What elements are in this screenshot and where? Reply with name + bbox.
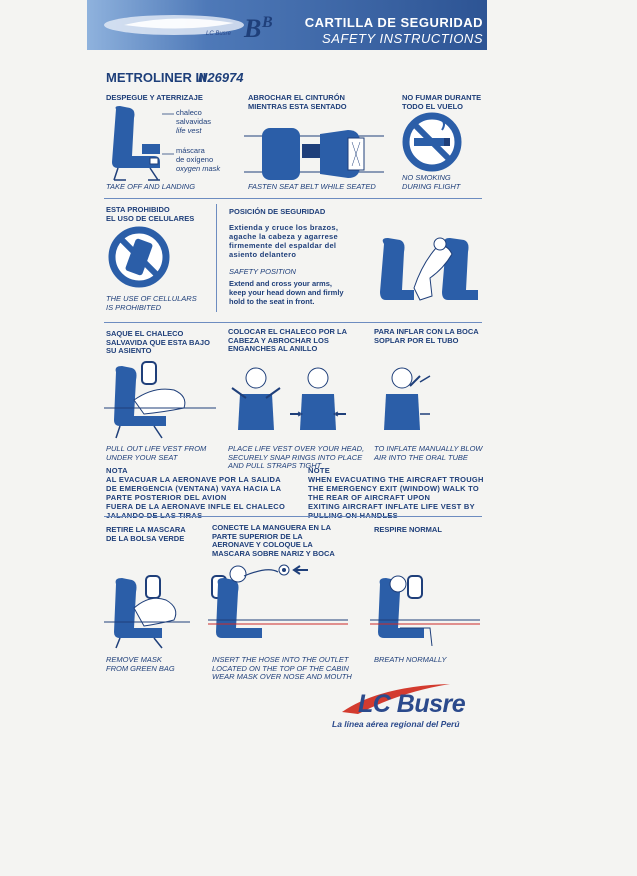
nosmoking-title-1: NO FUMAR DURANTE (402, 93, 482, 102)
inflate-vest-icon (372, 364, 442, 440)
cellular-title-1: ESTA PROHIBIDO (106, 205, 170, 214)
mask-connect-title-3: AERONAVE Y COLOQUE LA (212, 540, 313, 549)
mask-remove-caption-1: REMOVE MASK (106, 655, 162, 664)
note-text-2: THE EMERGENCY EXIT (WINDOW) WALK TO (308, 484, 480, 493)
mask-label-es-1: máscara (176, 146, 205, 155)
no-smoking-icon (402, 112, 462, 172)
nosmoking-title-2: TODO EL VUELO (402, 101, 463, 111)
no-cellphone-icon (108, 226, 170, 288)
position-body-en-1: Extend and cross your arms, (229, 279, 332, 288)
position-body-en-2: keep your head down and firmly (229, 288, 344, 297)
note-label: NOTE (308, 466, 331, 475)
nota-label: NOTA (106, 466, 128, 475)
vest-pull-caption-2: UNDER YOUR SEAT (106, 452, 178, 462)
nosmoking-caption-1: NO SMOKING (402, 173, 451, 182)
position-body-es-1: Extienda y cruce los brazos, (229, 223, 339, 232)
svg-text:LC Busre: LC Busre (206, 31, 232, 37)
vest-pull-caption-1: PULL OUT LIFE VEST FROM (106, 444, 207, 453)
label-pointer-lines (162, 110, 178, 170)
seatbelt-icon (244, 122, 384, 184)
pull-vest-icon (104, 360, 216, 440)
aircraft-model: METROLINER III (106, 70, 207, 85)
breathe-icon (370, 572, 480, 652)
nota-text-1: AL EVACUAR LA AERONAVE POR LA SALIDA (106, 475, 281, 484)
vest-inflate-title-2: SOPLAR POR EL TUBO (374, 335, 459, 345)
svg-text:B: B (244, 14, 262, 43)
vest-pull-title-2: SALVAVIDA QUE ESTA BAJO (106, 337, 210, 347)
mask-remove-caption-2: FROM GREEN BAG (106, 663, 175, 673)
seatbelt-caption: FASTEN SEAT BELT WHILE SEATED (248, 182, 376, 191)
vest-label-en: life vest (176, 126, 202, 135)
cellular-caption-2: IS PROHIBITED (106, 302, 162, 312)
brace-position-icon (374, 234, 484, 310)
vest-pull-title-1: SAQUE EL CHALECO (106, 329, 184, 338)
aircraft-registration: N26974 (198, 70, 244, 85)
mask-connect-title-1: CONECTE LA MANGUERA EN LA (212, 523, 332, 532)
position-body-es-4: asiento delantero (229, 250, 297, 259)
nota-text-3: PARTE POSTERIOR DEL AVION (106, 493, 227, 502)
title-en: SAFETY INSTRUCTIONS (322, 31, 483, 46)
vest-pull-title-3: SU ASIENTO (106, 346, 152, 355)
remove-mask-icon (104, 572, 190, 650)
cellular-caption-1: THE USE OF CELLULARS (106, 294, 197, 303)
mask-remove-title-1: RETIRE LA MASCARA (106, 525, 186, 534)
mask-connect-title-4: MASCARA SOBRE NARIZ Y BOCA (212, 548, 335, 558)
vest-place-caption-1: PLACE LIFE VEST OVER YOUR HEAD, (228, 444, 365, 453)
vest-inflate-caption-2: AIR INTO THE ORAL TUBE (374, 452, 468, 462)
takeoff-caption: TAKE OFF AND LANDING (106, 182, 196, 191)
position-body-es-2: agache la cabeza y agarrese (229, 232, 338, 241)
divider-2 (104, 322, 482, 323)
footer-tagline: La línea aérea regional del Perú (332, 719, 460, 729)
cellular-title-2: EL USO DE CELULARES (106, 213, 195, 223)
note-text-3: THE REAR OF AIRCRAFT UPON (308, 493, 431, 502)
seatbelt-title-1: ABROCHAR EL CINTURÓN (248, 93, 345, 102)
vest-place-caption-3: AND PULL STRAPS TIGHT (228, 461, 322, 470)
vest-place-title-3: ENGANCHES AL ANILLO (228, 344, 318, 353)
position-title-en: SAFETY POSITION (229, 267, 296, 276)
position-body-es-3: firmemente del espaldar del (229, 241, 337, 250)
mask-connect-title-2: PARTE SUPERIOR DE LA (212, 531, 303, 541)
position-body-en-3: hold to the seat in front. (229, 297, 315, 306)
mask-label-en: oxygen mask (176, 164, 221, 173)
place-vest-icon (228, 364, 358, 440)
title-es: CARTILLA DE SEGURIDAD (304, 15, 483, 30)
nota-text-2: DE EMERGENCIA (VENTANA) VAYA HACIA LA (106, 484, 282, 493)
position-title-es: POSICIÓN DE SEGURIDAD (229, 207, 326, 216)
svg-text:B: B (262, 14, 273, 31)
mask-connect-caption-3: WEAR MASK OVER NOSE AND MOUTH (212, 672, 352, 681)
seatbelt-title-2: MIENTRAS ESTA SENTADO (248, 101, 347, 111)
divider-3 (104, 516, 482, 517)
connect-hose-icon (208, 562, 348, 652)
nota-text-4: FUERA DE LA AERONAVE INFLE EL CHALECO (106, 502, 286, 511)
note-text-4: EXITING AIRCRAFT INFLATE LIFE VEST BY (308, 502, 475, 511)
breathe-title: RESPIRE NORMAL (374, 525, 442, 534)
vest-label-es-1: chaleco (176, 108, 202, 117)
footer-brand: LC Busre (358, 690, 466, 718)
vest-label-es-2: salvavidas (176, 117, 212, 126)
note-text-1: WHEN EVACUATING THE AIRCRAFT TROUGH (308, 475, 484, 484)
header-logo-icon (94, 3, 294, 47)
divider-vertical (216, 204, 217, 312)
mask-label-es-2: de oxígeno (176, 155, 214, 164)
vest-place-caption-2: SECURELY SNAP RINGS INTO PLACE (228, 452, 363, 462)
takeoff-title: DESPEGUE Y ATERRIZAJE (106, 93, 203, 102)
vest-inflate-title-1: PARA INFLAR CON LA BOCA (374, 327, 479, 336)
vest-inflate-caption-1: TO INFLATE MANUALLY BLOW (374, 444, 483, 453)
mask-remove-title-2: DE LA BOLSA VERDE (106, 533, 185, 543)
vest-place-title-2: CABEZA Y ABROCHAR LOS (228, 335, 329, 345)
breathe-caption: BREATH NORMALLY (374, 655, 447, 664)
divider-1 (104, 198, 482, 199)
vest-place-title-1: COLOCAR EL CHALECO POR LA (228, 327, 348, 336)
mask-connect-caption-2: LOCATED ON THE TOP OF THE CABIN (212, 663, 349, 673)
mask-connect-caption-1: INSERT THE HOSE INTO THE OUTLET (212, 655, 349, 664)
nosmoking-caption-2: DURING FLIGHT (402, 181, 461, 191)
